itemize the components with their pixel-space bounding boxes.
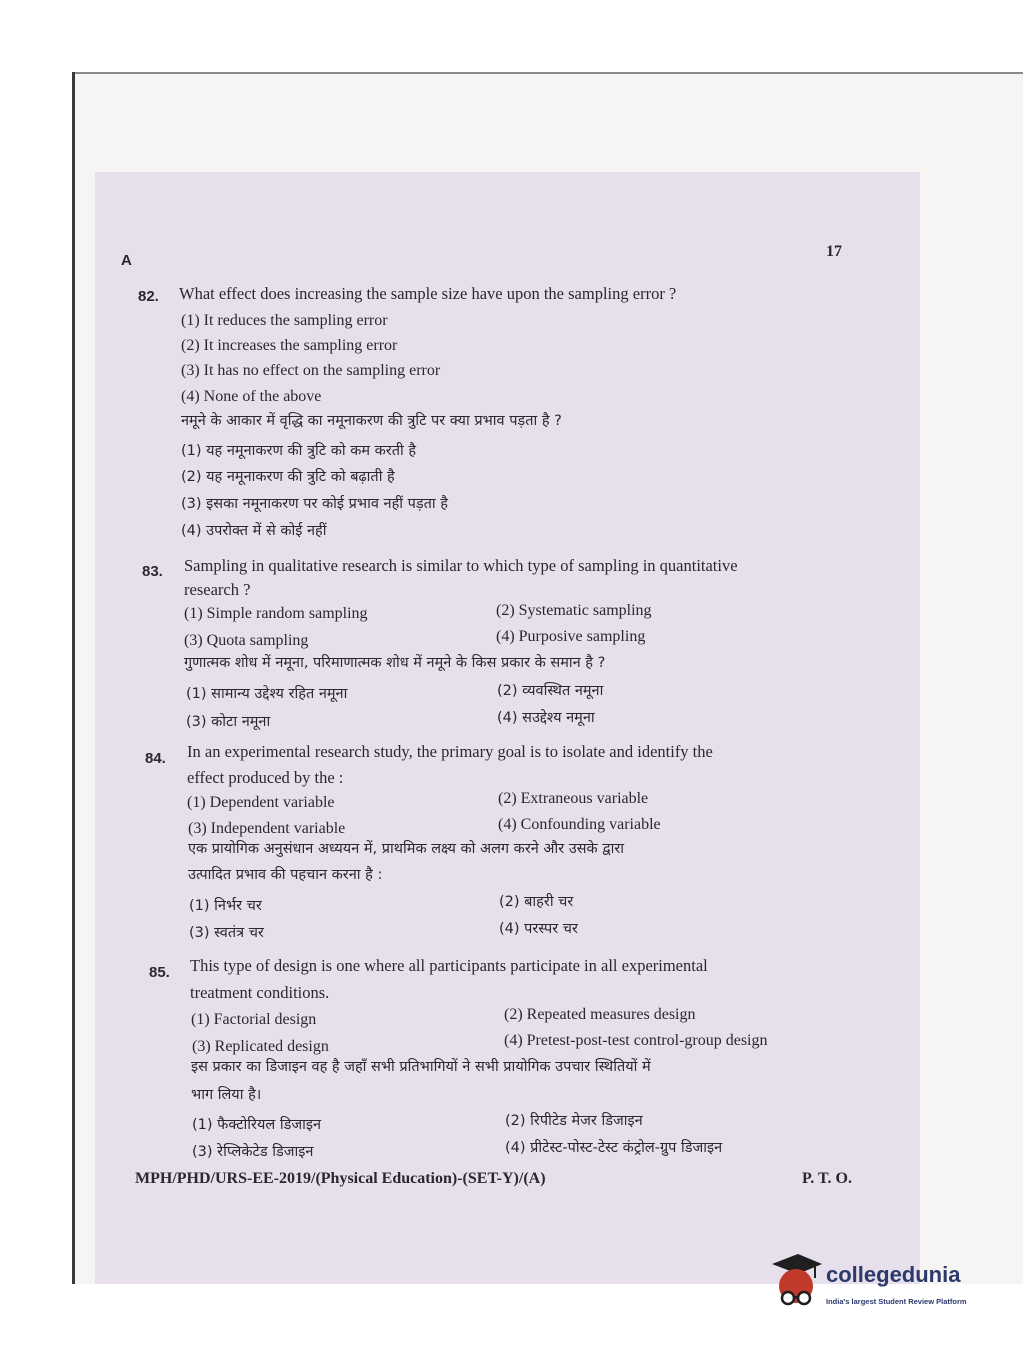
question-text: Sampling in qualitative research is similar to which type of sampling in quantitative: [184, 556, 738, 575]
set-label: A: [121, 252, 132, 269]
option: (1) Dependent variable: [187, 794, 335, 811]
hindi-option: (2) यह नमूनाकरण की त्रुटि को बढ़ाती है: [181, 469, 395, 485]
option: (3) Independent variable: [188, 820, 346, 837]
hindi-option: (3) कोटा नमूना: [186, 714, 271, 730]
option: (2) Systematic sampling: [496, 602, 652, 619]
option: (2) It increases the sampling error: [181, 337, 398, 354]
option: (4) Purposive sampling: [496, 628, 646, 645]
sheet-top-edge: [75, 72, 1023, 74]
question-text: This type of design is one where all participants participate in all experimental: [190, 956, 708, 975]
option: (4) None of the above: [181, 388, 322, 405]
option: (1) Simple random sampling: [184, 605, 368, 622]
page-number: 17: [826, 243, 842, 260]
option: (1) It reduces the sampling error: [181, 312, 388, 329]
question-text: treatment conditions.: [190, 983, 330, 1002]
question-text: What effect does increasing the sample size have upon the sampling error ?: [179, 284, 677, 303]
hindi-option: (3) रेप्लिकेटेड डिजाइन: [192, 1144, 314, 1160]
option: (3) Replicated design: [192, 1038, 329, 1055]
question-text: research ?: [184, 580, 251, 599]
hindi-option: (4) सउद्देश्य नमूना: [497, 710, 595, 726]
option: (4) Pretest-post-test control-group design: [504, 1032, 768, 1049]
question-text: In an experimental research study, the primary goal is to isolate and identify the: [187, 742, 713, 761]
option: (2) Extraneous variable: [498, 790, 649, 807]
brand-name: collegedunia: [826, 1262, 961, 1287]
hindi-question-text: गुणात्मक शोध में नमूना, परिमाणात्मक शोध में नमूने के किस प्रकार के समान है ?: [184, 655, 606, 671]
hindi-option: (1) सामान्य उद्देश्य रहित नमूना: [186, 686, 348, 702]
hindi-option: (4) प्रीटेस्ट-पोस्ट-टेस्ट कंट्रोल-ग्रुप डिजाइन: [505, 1140, 723, 1156]
hindi-option: (1) यह नमूनाकरण की त्रुटि को कम करती है: [181, 443, 417, 459]
hindi-option: (3) स्वतंत्र चर: [189, 925, 264, 941]
hindi-option: (4) उपरोक्त में से कोई नहीं: [181, 523, 327, 539]
question-number: 84.: [145, 750, 166, 767]
hindi-option: (1) फैक्टोरियल डिजाइन: [192, 1117, 322, 1133]
option: (3) It has no effect on the sampling error: [181, 362, 441, 379]
hindi-option: (3) इसका नमूनाकरण पर कोई प्रभाव नहीं पड़ता है: [181, 496, 448, 512]
option: (3) Quota sampling: [184, 632, 309, 649]
question-text: effect produced by the :: [187, 768, 344, 787]
hindi-option: (2) रिपीटेड मेजर डिजाइन: [505, 1113, 643, 1129]
pto-label: P. T. O.: [802, 1170, 852, 1187]
option: (4) Confounding variable: [498, 816, 661, 833]
question-number: 82.: [138, 288, 159, 305]
hindi-question-text: भाग लिया है।: [191, 1087, 262, 1103]
hindi-option: (2) बाहरी चर: [499, 894, 574, 910]
hindi-question-text: नमूने के आकार में वृद्धि का नमूनाकरण की त्रुटि पर क्या प्रभाव पड़ता है ?: [181, 413, 562, 429]
paper-code: MPH/PHD/URS-EE-2019/(Physical Education)-(SET-Y)/(A): [135, 1170, 546, 1187]
question-number: 85.: [149, 964, 170, 981]
hindi-question-text: एक प्रायोगिक अनुसंधान अध्ययन में, प्राथमिक लक्ष्य को अलग करने और उसके द्वारा: [188, 841, 625, 857]
hindi-option: (1) निर्भर चर: [189, 898, 262, 914]
question-number: 83.: [142, 563, 163, 580]
hindi-option: (2) व्यवस्थित नमूना: [497, 683, 604, 699]
hindi-question-text: उत्पादित प्रभाव की पहचान करना है :: [188, 867, 383, 883]
option: (1) Factorial design: [191, 1011, 317, 1028]
graduate-icon: [764, 1250, 824, 1314]
brand-tagline: India's largest Student Review Platform: [826, 1297, 967, 1306]
hindi-question-text: इस प्रकार का डिजाइन वह है जहाँ सभी प्रतिभागियों ने सभी प्रायोगिक उपचार स्थितियों में: [191, 1059, 651, 1075]
option: (2) Repeated measures design: [504, 1006, 696, 1023]
hindi-option: (4) परस्पर चर: [499, 921, 578, 937]
